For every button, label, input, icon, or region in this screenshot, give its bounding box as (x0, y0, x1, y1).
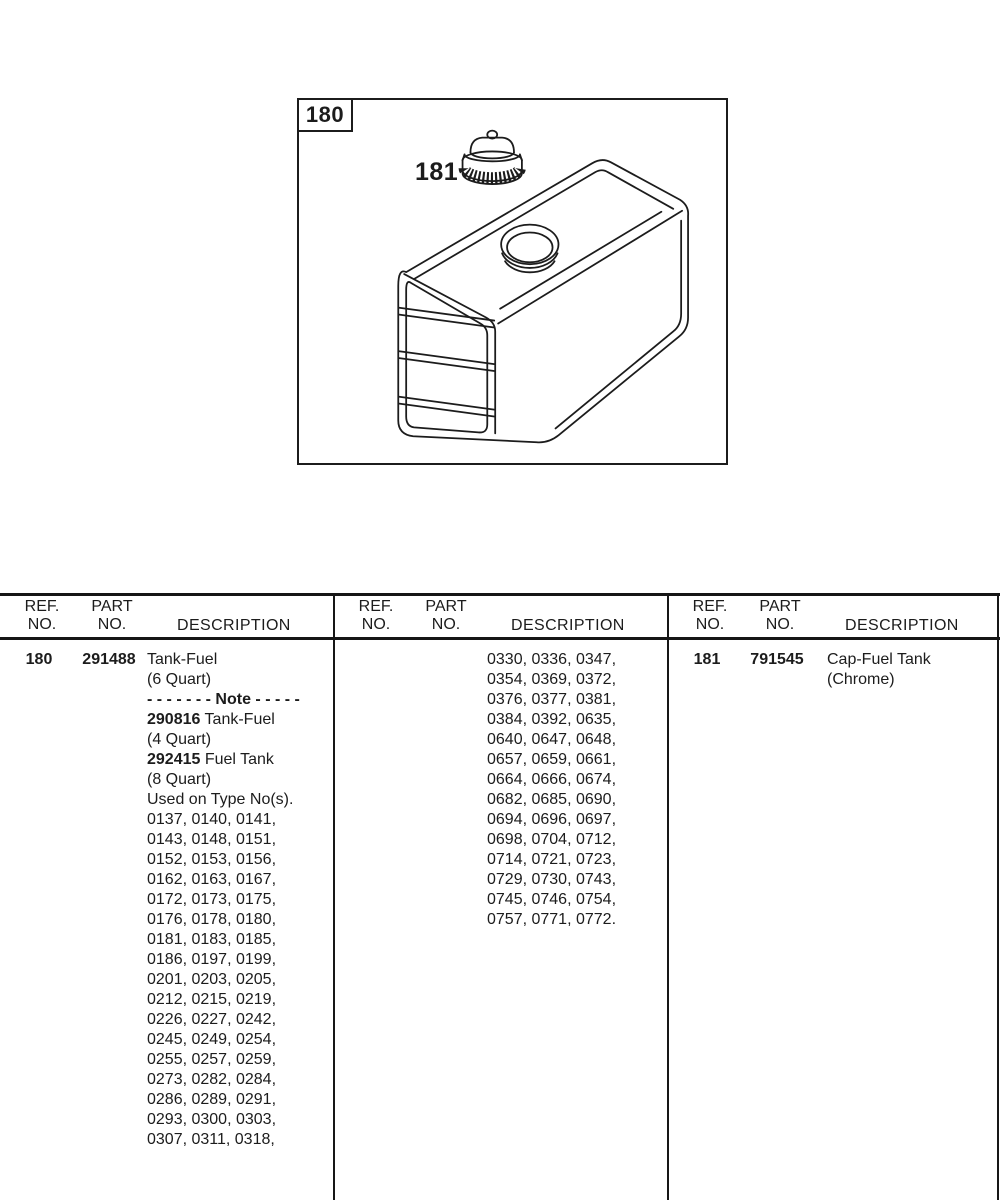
description-line: 0212, 0215, 0219, (147, 991, 277, 1008)
description-line: 0143, 0148, 0151, (147, 831, 277, 848)
table-panel-3 (668, 593, 1000, 1200)
part-no-header: PART NO. (425, 598, 467, 633)
description-line: 0307, 0311, 0318, (147, 1131, 275, 1148)
description-line: 290816 Tank-Fuel (147, 711, 275, 728)
description-cell (487, 650, 616, 930)
description-line: (4 Quart) (147, 731, 212, 748)
description-line: 0137, 0140, 0141, (147, 811, 277, 828)
description-line: 0181, 0183, 0185, (147, 931, 277, 948)
description-line: 0226, 0227, 0242, (147, 1011, 277, 1028)
description-line: 0255, 0257, 0259, (147, 1051, 277, 1068)
description-line: 0330, 0336, 0347, (487, 651, 617, 668)
part-no-value: 291488 (82, 651, 136, 668)
diagram-ref-label: 180 (299, 100, 353, 132)
ref-no-value: 180 (25, 651, 53, 668)
description-line: 0682, 0685, 0690, (487, 791, 617, 808)
ref-no-header: REF. NO. (24, 598, 60, 633)
description-line: 0162, 0163, 0167, (147, 871, 277, 888)
part-no-value: 791545 (750, 651, 804, 668)
description-line: 0201, 0203, 0205, (147, 971, 277, 988)
description-line: Used on Type No(s). (147, 791, 294, 808)
ref-no-header: REF. NO. (692, 598, 728, 633)
ref-no-header: REF. NO. (358, 598, 394, 633)
ref-no-value: 181 (693, 651, 721, 668)
description-line: 0698, 0704, 0712, (487, 831, 617, 848)
description-line: Tank-Fuel (147, 651, 218, 668)
description-line: 0384, 0392, 0635, (487, 711, 617, 728)
description-line: 0640, 0647, 0648, (487, 731, 617, 748)
part-no-header: PART NO. (759, 598, 801, 633)
description-line: (6 Quart) (147, 671, 212, 688)
description-line: (8 Quart) (147, 771, 212, 788)
description-line: 0664, 0666, 0674, (487, 771, 617, 788)
description-line: 0186, 0197, 0199, (147, 951, 277, 968)
description-cell (827, 650, 931, 690)
diagram-panel (297, 98, 728, 465)
description-line: (Chrome) (827, 671, 895, 688)
description-line: Cap-Fuel Tank (827, 651, 931, 668)
description-line: 0176, 0178, 0180, (147, 911, 277, 928)
description-cell (147, 650, 300, 1150)
fuel-cap-icon (463, 131, 522, 184)
description-header: DESCRIPTION (845, 617, 959, 634)
fuel-tank-illustration (299, 100, 726, 463)
table-panel-2 (334, 593, 668, 1200)
description-header: DESCRIPTION (511, 617, 625, 634)
description-line: 0657, 0659, 0661, (487, 751, 617, 768)
description-line: 0745, 0746, 0754, (487, 891, 617, 908)
description-line: 0714, 0721, 0723, (487, 851, 617, 868)
description-line: 0293, 0300, 0303, (147, 1111, 277, 1128)
description-line: 0273, 0282, 0284, (147, 1071, 277, 1088)
description-header: DESCRIPTION (177, 617, 291, 634)
description-line: 0286, 0289, 0291, (147, 1091, 277, 1108)
description-line: 0354, 0369, 0372, (487, 671, 617, 688)
filler-neck (501, 225, 558, 273)
table-panel-1 (0, 593, 334, 1200)
cap-ref-label: 181 (415, 158, 459, 186)
description-line: 0376, 0377, 0381, (487, 691, 617, 708)
description-line: 0172, 0173, 0175, (147, 891, 277, 908)
description-line: 0152, 0153, 0156, (147, 851, 277, 868)
description-line: - - - - - - - Note - - - - - (147, 691, 300, 708)
description-line: 0757, 0771, 0772. (487, 911, 617, 928)
description-line: 292415 Fuel Tank (147, 751, 274, 768)
description-line: 0245, 0249, 0254, (147, 1031, 277, 1048)
description-line: 0729, 0730, 0743, (487, 871, 617, 888)
part-no-header: PART NO. (91, 598, 133, 633)
description-line: 0694, 0696, 0697, (487, 811, 617, 828)
